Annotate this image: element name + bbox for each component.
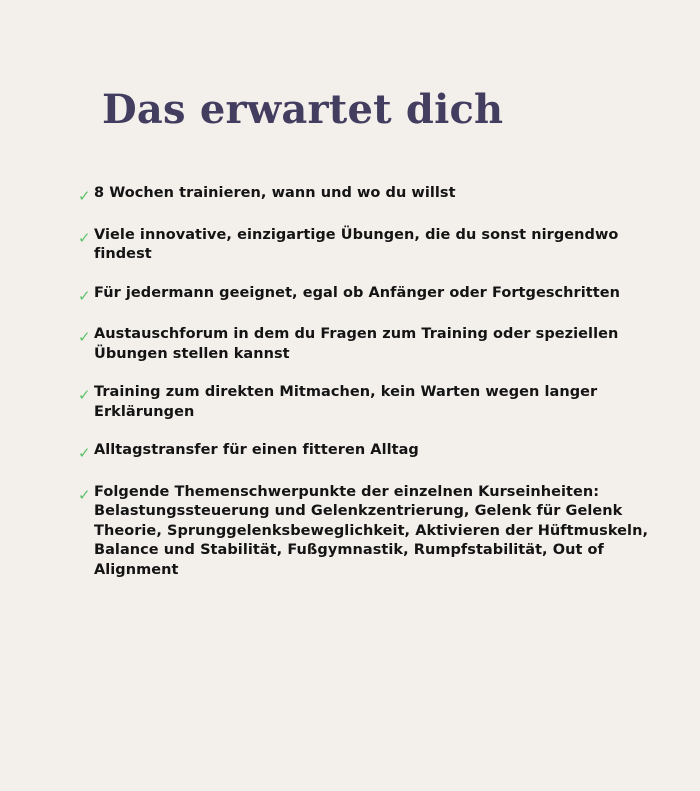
list-item: [78, 483, 668, 581]
checkmark-icon: ✓: [78, 228, 91, 247]
page-title: Das erwartet dich: [102, 86, 504, 133]
checkmark-icon: ✓: [78, 386, 91, 404]
list-item: [78, 226, 668, 265]
checkmark-icon: ✓: [78, 485, 91, 504]
list-item-text: Folgende Themenschwerpunkte der einzelnen Kurseinheiten: Belastungssteuerung und Gelenkzentrierung, Gelenk für Gelenk Theorie, Sprunggelenksbeweglichkeit, Aktivieren der Hüftmuskeln, Balance und Stabilität, Fußgymnastik, Rumpfstabilität, Out of Alignment: [94, 483, 649, 578]
checkmark-icon: ✓: [78, 328, 91, 346]
list-item-text: Viele innovative, einzigartige Übungen, die du sonst nirgendwo findest: [94, 226, 619, 262]
list-item: [78, 284, 668, 307]
feature-list: [78, 184, 668, 599]
checkmark-icon: ✓: [78, 444, 91, 462]
list-item-text: 8 Wochen trainieren, wann und wo du willst: [94, 185, 456, 201]
list-item: [78, 441, 668, 464]
list-item-text: Für jedermann geeignet, egal ob Anfänger oder Fortgeschritten: [94, 284, 620, 301]
list-item: [78, 184, 668, 207]
list-item-text: Alltagstransfer für einen fitteren Alltag: [94, 442, 419, 458]
checkmark-icon: ✓: [78, 286, 91, 305]
checkmark-icon: ✓: [78, 187, 91, 205]
list-item: [78, 383, 668, 422]
list-item-text: Austauschforum in dem du Fragen zum Training oder speziellen Übungen stellen kannst: [94, 326, 619, 362]
list-item: [78, 325, 668, 364]
list-item-text: Training zum direkten Mitmachen, kein Warten wegen langer Erklärungen: [94, 384, 598, 420]
